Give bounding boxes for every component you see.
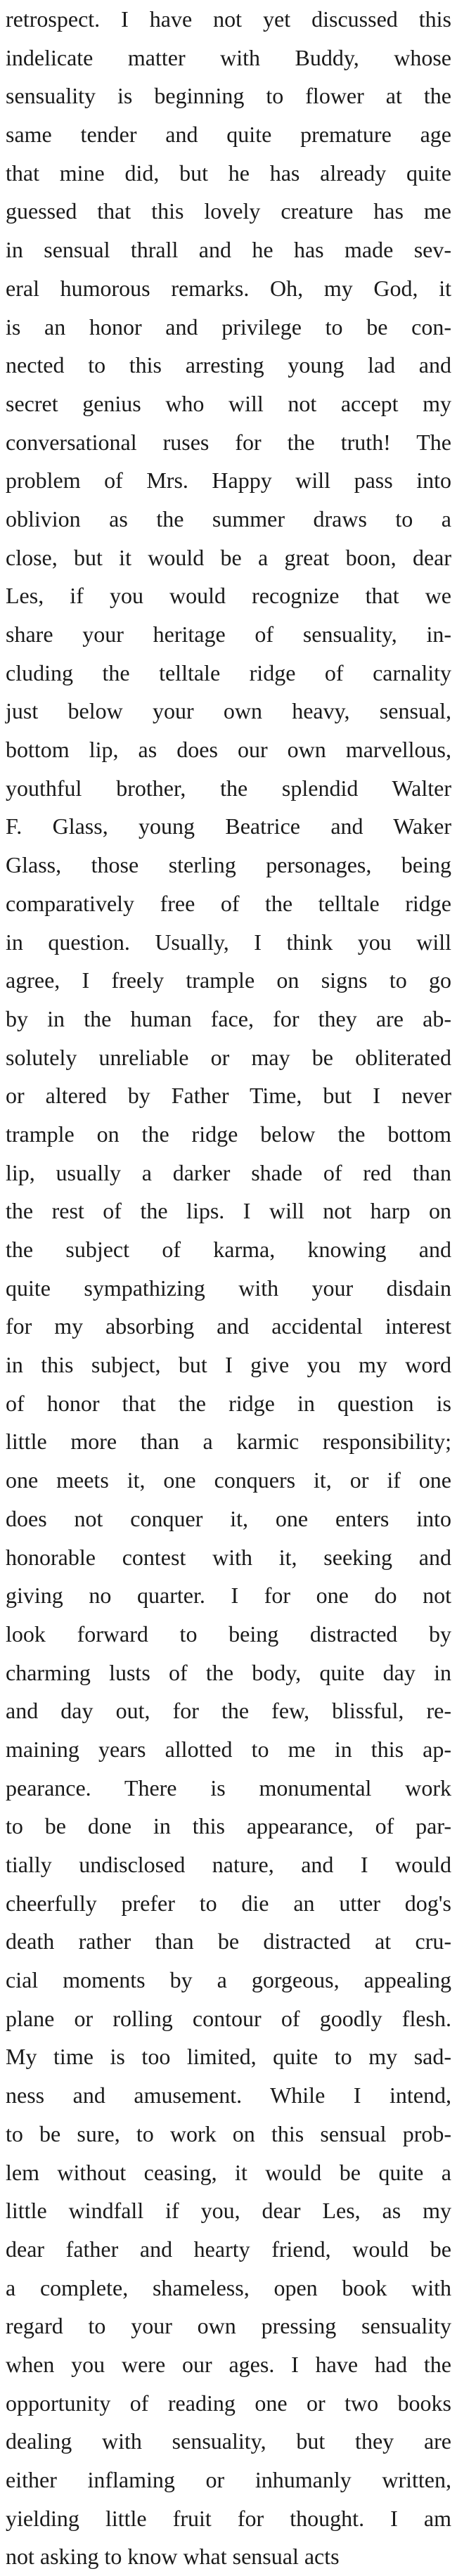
text-line-31: lip, usually a darker shade of red than [6,1159,451,1185]
text-line-55: ness and amusement. While I intend, [6,2082,451,2108]
text-line-45: and day out, for the few, blissful, re- [6,1698,451,1724]
text-line-22: F. Glass, young Beatrice and Waker [6,813,451,839]
text-line-10: nected to this arresting young lad and [6,352,451,378]
text-line-66: yielding little fruit for thought. I am [6,2505,451,2531]
text-line-27: by in the human face, for they are ab- [6,1005,451,1031]
text-line-41: honorable contest with it, seeking and [6,1544,451,1570]
text-line-3: sensuality is beginning to flower at the [6,83,451,109]
text-line-13: problem of Mrs. Happy will pass into [6,468,451,494]
text-line-24: comparatively free of the telltale ridge [6,890,451,916]
text-line-15: close, but it would be a great boon, dear [6,544,451,570]
text-line-5: that mine did, but he has already quite [6,160,451,186]
text-line-65: either inflaming or inhumanly written, [6,2467,451,2492]
text-line-4: same tender and quite premature age [6,122,451,148]
text-line-25: in question. Usually, I think you will [6,929,451,955]
text-line-36: in this subject, but I give you my word [6,1352,451,1378]
text-line-56: to be sure, to work on this sensual prob- [6,2120,451,2146]
text-line-1: retrospect. I have not yet discussed this [6,6,451,32]
text-line-7: in sensual thrall and he has made sev- [6,237,451,263]
text-line-53: plane or rolling contour of goodly flesh. [6,2005,451,2031]
text-line-28: solutely unreliable or may be obliterated [6,1044,451,1070]
text-line-52: cial moments by a gorgeous, appealing [6,1967,451,1993]
text-line-30: trample on the ridge below the bottom [6,1121,451,1147]
text-line-18: cluding the telltale ridge of carnality [6,659,451,685]
text-line-8: eral humorous remarks. Oh, my God, it [6,275,451,301]
text-line-51: death rather than be distracted at cru- [6,1928,451,1954]
document-page [6,0,451,2570]
text-line-38: little more than a karmic responsibility; [6,1429,451,1455]
text-line-14: oblivion as the summer draws to a [6,505,451,532]
text-line-47: pearance. There is monumental work [6,1775,451,1801]
text-line-2: indelicate matter with Buddy, whose [6,44,451,70]
text-line-9: is an honor and privilege to be con- [6,314,451,340]
text-line-50: cheerfully prefer to die an utter dog's [6,1890,451,1916]
text-line-46: maining years allotted to me in this ap- [6,1736,451,1762]
text-line-39: one meets it, one conquers it, or if one [6,1467,451,1493]
text-line-49: tially undisclosed nature, and I would [6,1852,451,1877]
text-line-54: My time is too limited, quite to my sad- [6,2044,451,2070]
text-line-58: little windfall if you, dear Les, as my [6,2198,451,2224]
text-line-11: secret genius who will not accept my [6,390,451,416]
text-line-26: agree, I freely trample on signs to go [6,967,451,993]
text-line-44: charming lusts of the body, quite day in [6,1659,451,1685]
text-line-67: not asking to know what sensual acts [6,2544,340,2570]
text-line-19: just below your own heavy, sensual, [6,698,451,724]
text-line-34: quite sympathizing with your disdain [6,1275,451,1301]
text-line-59: dear father and hearty friend, would be [6,2236,451,2262]
text-line-35: for my absorbing and accidental interest [6,1313,451,1339]
text-line-48: to be done in this appearance, of par- [6,1813,451,1839]
text-line-62: when you were our ages. I have had the [6,2351,451,2377]
text-line-57: lem without ceasing, it would be quite a [6,2159,451,2185]
text-line-32: the rest of the lips. I will not harp on [6,1198,451,1224]
text-line-33: the subject of karma, knowing and [6,1237,451,1262]
text-line-64: dealing with sensuality, but they are [6,2428,451,2454]
text-line-21: youthful brother, the splendid Walter [6,775,451,801]
text-line-43: look forward to being distracted by [6,1621,451,1647]
text-line-20: bottom lip, as does our own marvellous, [6,737,451,763]
text-line-16: Les, if you would recognize that we [6,583,451,609]
text-line-6: guessed that this lovely creature has me [6,198,451,224]
text-line-17: share your heritage of sensuality, in- [6,622,451,647]
text-line-37: of honor that the ridge in question is [6,1390,451,1416]
text-line-29: or altered by Father Time, but I never [6,1083,451,1109]
text-line-61: regard to your own pressing sensuality [6,2313,451,2339]
text-line-63: opportunity of reading one or two books [6,2390,451,2416]
text-line-12: conversational ruses for the truth! The [6,429,451,455]
text-line-23: Glass, those sterling personages, being [6,852,451,878]
text-line-42: giving no quarter. I for one do not [6,1583,451,1609]
text-line-40: does not conquer it, one enters into [6,1505,451,1531]
text-line-60: a complete, shameless, open book with [6,2274,451,2300]
